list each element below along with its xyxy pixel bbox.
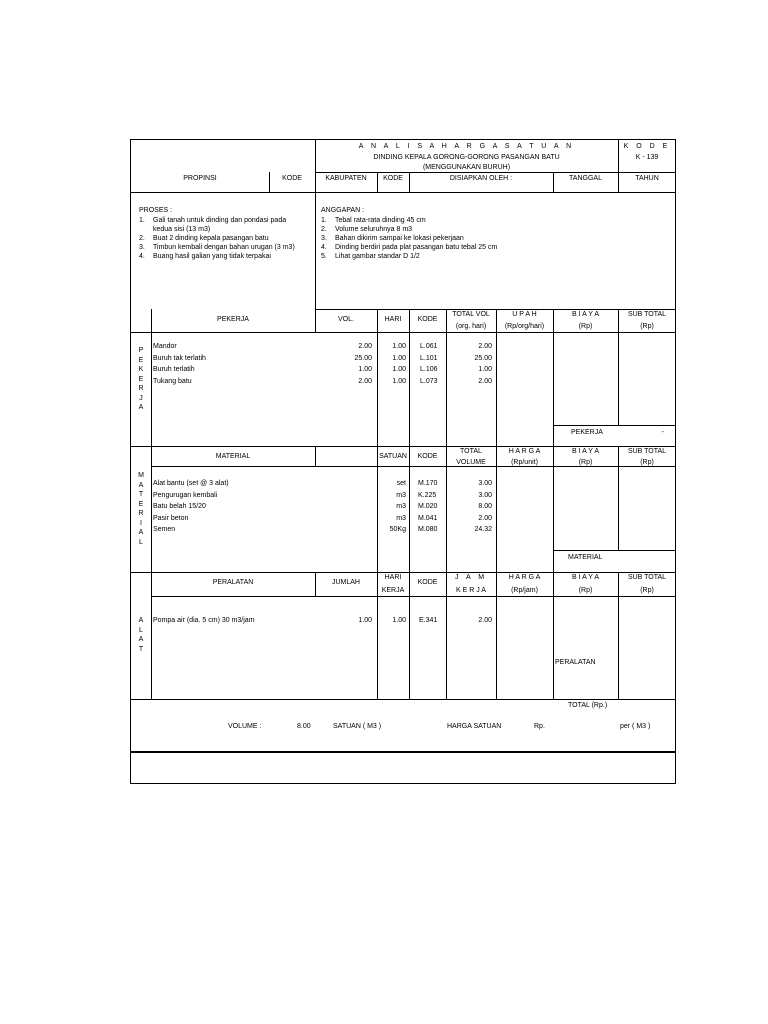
material-side-label: M A T E R I A L (138, 472, 144, 546)
upah-header: U P A H (512, 311, 537, 318)
rule (131, 332, 676, 333)
hari-header: HARI (384, 574, 402, 581)
biaya-header: B I A Y A (572, 448, 599, 455)
material-footer-label: MATERIAL (568, 554, 603, 561)
analysis-sheet (130, 139, 676, 784)
table-cell: Semen (153, 526, 176, 533)
kode-label-2: KODE (383, 175, 403, 182)
table-cell: Pengurugan kembali (153, 491, 218, 499)
rule (409, 572, 410, 699)
peralatan-footer-label: PERALATAN (555, 659, 596, 666)
subtotal-unit: (Rp) (640, 459, 654, 466)
subtitle: DINDING KEPALA GORONG-GORONG PASANGAN BATU (373, 154, 560, 161)
proses-list (139, 216, 311, 261)
kode-col-header: KODE (417, 316, 438, 323)
subtotal-unit: (Rp) (640, 587, 654, 594)
harga-unit: (Rp/jam) (511, 587, 538, 594)
pekerja-col-header: PEKERJA (217, 316, 249, 323)
title: A N A L I S A H A R G A S A T U A N (358, 143, 575, 150)
harga-header: H A R G A (508, 448, 541, 455)
pekerja-side-label: P E K E R J A (138, 347, 144, 411)
list-item: 2. Buat 2 dinding kepala pasangan batu (139, 235, 269, 242)
table-cell: Buruh terlatih (153, 366, 195, 373)
biaya-unit: (Rp) (578, 323, 593, 330)
table-cell: 2.00 (478, 617, 492, 624)
peralatan-col-header: PERALATAN (212, 579, 254, 586)
table-cell: L.101 (420, 354, 438, 362)
pekerja-kode (420, 341, 446, 387)
rule (553, 550, 676, 551)
table-cell: 1.00 (358, 366, 372, 373)
table-cell: 1.00 (392, 366, 406, 373)
kode-col-header: KODE (417, 453, 438, 460)
volume-label: VOLUME : (228, 723, 262, 730)
table-cell: M.080 (418, 526, 438, 533)
table-cell: m3 (396, 503, 406, 510)
upah-unit: (Rp/org/hari) (504, 323, 545, 330)
rule (131, 751, 676, 753)
biaya-header: B I A Y A (572, 311, 599, 318)
table-cell: Alat bantu (set @ 3 alat) (153, 480, 229, 487)
table-cell: 3.00 (478, 491, 492, 499)
material-col-header: MATERIAL (215, 453, 251, 460)
table-cell: 1.00 (392, 377, 406, 385)
propinsi-label: PROPINSI (183, 175, 217, 182)
list-item: 3. Bahan dikirim sampai ke lokasi pekerjaan (321, 235, 464, 242)
kode-col-header: KODE (417, 579, 438, 586)
list-item: 4. Buang hasil galian yang tidak terpakai (139, 253, 271, 260)
table-cell: 25.00 (474, 354, 492, 362)
subtotal-unit: (Rp) (640, 323, 654, 330)
table-cell: 2.00 (478, 514, 492, 522)
list-item: 4. Dinding berdiri pada plat pasangan batu tebal 25 cm (321, 244, 498, 251)
pekerja-names (153, 341, 313, 387)
tahun-label: TAHUN (635, 175, 659, 182)
table-cell: m3 (396, 491, 406, 499)
table-cell: Pasir beton (153, 514, 189, 522)
table-cell: M.041 (418, 514, 438, 522)
volume-header: VOLUME (456, 459, 486, 466)
kabupaten-label: KABUPATEN (325, 175, 367, 182)
harga-unit: (Rp/unit) (511, 459, 538, 466)
harga-satuan-label: HARGA SATUAN (447, 723, 502, 730)
anggapan-list (321, 216, 671, 261)
rule (409, 309, 410, 446)
total-label: TOTAL (Rp.) (568, 702, 608, 709)
table-cell: 2.00 (358, 377, 372, 385)
kode-label-1: KODE (282, 175, 302, 182)
material-names (153, 478, 373, 536)
total-header: TOTAL (460, 448, 482, 455)
table-cell: m3 (396, 514, 406, 522)
proses-label: PROSES : (139, 207, 173, 214)
hari-col-header: HARI (384, 316, 402, 323)
rule (151, 596, 676, 597)
table-cell: 1.00 (392, 354, 406, 362)
table-cell: Mandor (153, 343, 177, 350)
volume-value: 8.00 (297, 723, 311, 730)
rule (409, 446, 410, 572)
pekerja-footer-value: - (661, 429, 664, 436)
table-cell: Buruh tak terlatih (153, 354, 206, 362)
subtotal-header: SUB TOTAL (627, 574, 667, 581)
material-total (446, 478, 492, 536)
list-item: 1. Gali tanah untuk dinding dan pondasi pada (139, 217, 287, 224)
satuan-col-header: SATUAN (379, 453, 407, 460)
table-cell: M.170 (418, 480, 438, 487)
pekerja-total (446, 341, 492, 387)
list-item: 5. Lihat gambar standar D 1/2 (321, 253, 420, 260)
rule (315, 446, 316, 466)
biaya-unit: (Rp) (578, 459, 593, 466)
table-cell: 8.00 (478, 503, 492, 510)
table-cell: M.020 (418, 503, 438, 510)
rule (315, 192, 316, 309)
list-item: 1. Tebal rata-rata dinding 45 cm (321, 217, 426, 224)
alat-side-label: A L A T (138, 617, 144, 653)
table-cell: E.341 (419, 617, 438, 624)
table-cell: L.106 (420, 366, 438, 373)
table-cell: 1.00 (392, 617, 406, 624)
material-kode (418, 478, 446, 536)
total-vol-unit: (org. hari) (455, 323, 487, 330)
material-satuan (377, 478, 406, 536)
table-cell: 3.00 (478, 480, 492, 487)
table-cell: 1.00 (478, 366, 492, 373)
satuan-label: SATUAN ( M3 ) (333, 723, 382, 730)
pekerja-vol (315, 341, 372, 387)
subtotal-header: SUB TOTAL (627, 448, 667, 455)
table-cell: Tukang batu (153, 377, 192, 385)
rule (131, 699, 676, 700)
table-cell: 2.00 (478, 343, 492, 350)
table-cell: 50Kg (389, 526, 406, 533)
rule (553, 425, 676, 426)
table-cell: 1.00 (358, 617, 372, 624)
table-cell: 24.32 (474, 526, 492, 533)
per-label: per ( M3 ) (620, 723, 651, 730)
kode-label: K O D E (623, 143, 671, 150)
list-item: 2. Volume seluruhnya 8 m3 (321, 226, 413, 233)
anggapan-label: ANGGAPAN : (321, 207, 365, 214)
subtitle-note: (MENGGUNAKAN BURUH) (422, 164, 511, 171)
subtotal-header: SUB TOTAL (627, 311, 667, 318)
jam-header: J A M (454, 574, 488, 581)
tanggal-label: TANGGAL (569, 175, 602, 182)
table-cell: Pompa air (dia. 5 cm) 30 m3/jam (153, 617, 255, 624)
table-cell: set (396, 480, 406, 487)
harga-header: H A R G A (508, 574, 541, 581)
table-cell: L.073 (420, 377, 438, 385)
table-cell: L.061 (420, 343, 438, 350)
pekerja-hari (377, 341, 406, 387)
biaya-unit: (Rp) (578, 587, 593, 594)
total-vol-header: TOTAL VOL (452, 311, 490, 318)
rule (315, 172, 676, 173)
kode-value: K - 139 (635, 154, 659, 161)
list-item: kedua sisi (13 m3) (153, 226, 211, 233)
kerja-header: KERJA (381, 587, 405, 594)
biaya-header: B I A Y A (572, 574, 599, 581)
list-item: 3. Timbun kembali dengan bahan urugan (3 m3) (139, 244, 295, 251)
table-cell: 2.00 (358, 343, 372, 350)
pekerja-footer-label: PEKERJA (571, 429, 603, 436)
vol-col-header: VOL. (338, 316, 354, 323)
disiapkan-label: DISIAPKAN OLEH : (449, 175, 513, 182)
jumlah-col-header: JUMLAH (331, 579, 360, 586)
table-cell: 2.00 (478, 377, 492, 385)
table-cell: Batu belah 15/20 (153, 503, 206, 510)
rule (131, 192, 676, 193)
table-cell: 1.00 (392, 343, 406, 350)
table-cell: K.225 (418, 491, 437, 499)
rp-label: Rp. (534, 723, 545, 730)
table-cell: 25.00 (354, 354, 372, 362)
rule (151, 309, 152, 699)
jam-kerja-header: K E R J A (456, 587, 486, 594)
